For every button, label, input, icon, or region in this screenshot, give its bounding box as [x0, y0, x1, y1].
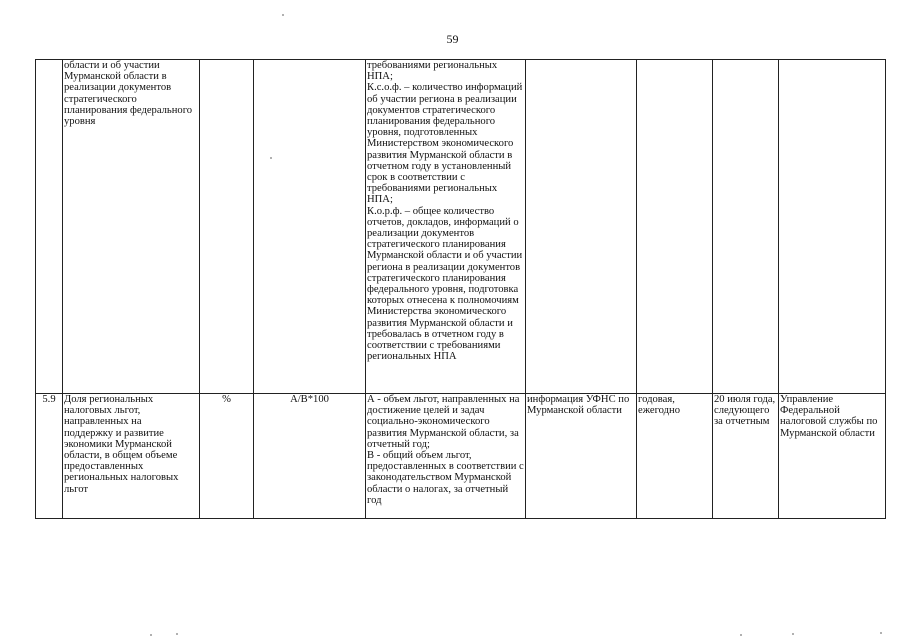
cell-deadline: 20 июля года, следующего за отчетным	[713, 394, 779, 519]
cell-responsible	[779, 60, 886, 394]
scan-speck	[282, 14, 284, 16]
cell-num	[36, 60, 63, 394]
cell-num: 5.9	[36, 394, 63, 519]
page-number: 59	[446, 32, 459, 46]
scan-speck	[150, 634, 152, 636]
cell-method: требованиями региональных НПА; К.с.о.ф. – количество информаций об участии региона в реализации документов стратегического планирования федерального уровня, подготовленных Министерством экономического развития Мурманской области в отчетном году в установленный срок в соответствии с требованиями региональных НПА; К.о.р.ф. – общее количество отчетов, докладов, информаций о реализации документов стратегического планирования Мурманской области и об участии региона в реализации документов стратегического планирования федерального уровня, подготовка которых отнесена к полномочиям Министерства экономического развития Мурманской области и требовалась в отчетном году в соответствии с требованиями региональных НПА	[366, 60, 526, 394]
cell-indicator-name: Доля региональных налоговых льгот, направленных на поддержку и развитие экономики Мурманской области, в общем объеме предоставленных региональных налоговых льгот	[63, 394, 200, 519]
scan-speck	[880, 632, 882, 634]
table-row	[36, 60, 886, 394]
cell-method: А - объем льгот, направленных на достижение целей и задач социально-экономического развития Мурманской области, за отчетный год; В - общий объем льгот, предоставленных в соответствии с законодательством Мурманской области о налогах, за отчетный год	[366, 394, 526, 519]
scan-speck	[270, 157, 272, 159]
scan-speck	[176, 633, 178, 635]
indicator-table	[35, 59, 886, 519]
cell-formula: А/В*100	[254, 394, 366, 519]
cell-responsible: Управление Федеральной налоговой службы по Мурманской области	[779, 394, 886, 519]
cell-period: годовая, ежегодно	[637, 394, 713, 519]
cell-deadline	[713, 60, 779, 394]
cell-unit	[200, 60, 254, 394]
cell-formula	[254, 60, 366, 394]
scan-speck	[740, 634, 742, 636]
scan-speck	[792, 633, 794, 635]
cell-unit: %	[200, 394, 254, 519]
cell-source	[526, 60, 637, 394]
cell-period	[637, 60, 713, 394]
table-row	[36, 394, 886, 519]
cell-indicator-name: области и об участии Мурманской области в реализации документов стратегического планирования федерального уровня	[63, 60, 200, 394]
cell-source: информация УФНС по Мурманской области	[526, 394, 637, 519]
